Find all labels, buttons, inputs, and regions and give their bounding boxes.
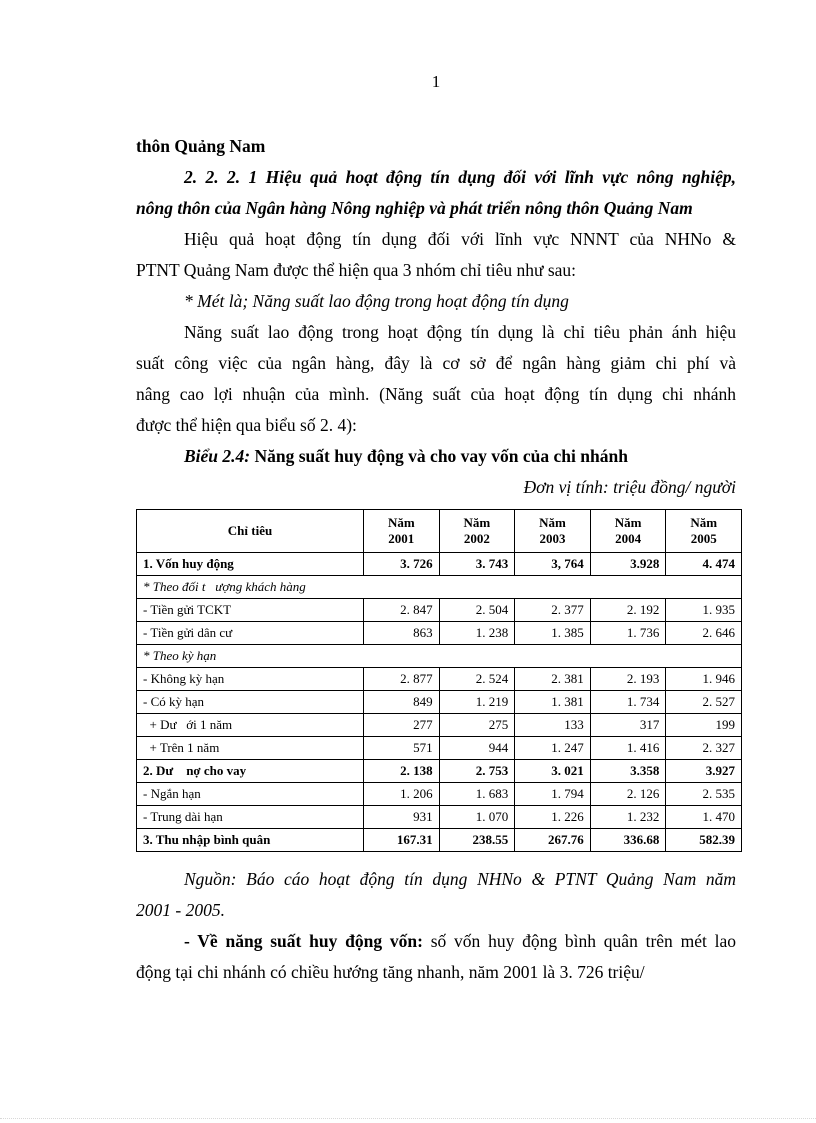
row-label: 1. Vốn huy động: [137, 553, 364, 576]
row-label: 2. Dư nợ cho vay: [137, 760, 364, 783]
final-paragraph-lead: - Về năng suất huy động vốn:: [184, 931, 423, 951]
row-label: * Theo đối t ượng khách hàng: [137, 576, 742, 599]
source-line-1: Nguồn: Báo cáo hoạt động tín dụng NHNo & PTNT Quảng Nam năm: [184, 869, 736, 889]
section-title-line-1: 2. 2. 2. 1 Hiệu quả hoạt động tín dụng đối với lĩnh vực nông nghiệp,: [184, 167, 736, 187]
row-value: 1. 736: [590, 622, 666, 645]
table-body: [137, 553, 742, 852]
row-value: 317: [590, 714, 666, 737]
header-year-bottom: 2001: [388, 531, 415, 546]
document-body: [136, 131, 736, 988]
row-value: 582.39: [666, 829, 742, 852]
header-year-bottom: 2005: [690, 531, 717, 546]
row-value: 2. 524: [439, 668, 515, 691]
header-year: [439, 510, 515, 553]
row-value: 2. 753: [439, 760, 515, 783]
row-value: 1. 238: [439, 622, 515, 645]
row-label: - Tiền gửi TCKT: [137, 599, 364, 622]
paragraph-1-line-3: nâng cao lợi nhuận của mình. (Năng suất của hoạt động tín dụng chi nhánh: [136, 384, 736, 404]
table-row: [137, 668, 742, 691]
row-value: 1. 935: [666, 599, 742, 622]
final-paragraph-line-2: động tại chi nhánh có chiều hướng tăng nhanh, năm 2001 là 3. 726 triệu/: [136, 962, 645, 982]
row-value: 3. 021: [515, 760, 591, 783]
table-header-row: [137, 510, 742, 553]
row-label: - Trung dài hạn: [137, 806, 364, 829]
header-year: [364, 510, 440, 553]
header-year-top: Năm: [463, 515, 491, 530]
header-year-bottom: 2003: [539, 531, 566, 546]
row-value: 2. 504: [439, 599, 515, 622]
table-row: [137, 599, 742, 622]
paragraph-1-line-4: được thể hiện qua biểu số 2. 4):: [136, 415, 357, 435]
row-value: 238.55: [439, 829, 515, 852]
row-value: 2. 138: [364, 760, 440, 783]
row-value: 199: [666, 714, 742, 737]
table-caption-text: Năng suất huy động và cho vay vốn của chi nhánh: [250, 446, 628, 466]
row-value: 2. 327: [666, 737, 742, 760]
row-value: 1. 070: [439, 806, 515, 829]
table-row: [137, 691, 742, 714]
intro-line-2: PTNT Quảng Nam được thể hiện qua 3 nhóm chỉ tiêu như sau:: [136, 260, 577, 280]
row-value: 1. 226: [515, 806, 591, 829]
final-paragraph-line-1: [136, 926, 736, 957]
header-year-top: Năm: [614, 515, 642, 530]
table-row: [137, 806, 742, 829]
row-value: 1. 946: [666, 668, 742, 691]
row-value: 275: [439, 714, 515, 737]
paragraph-1-line-1: Năng suất lao động trong hoạt động tín dụng là chỉ tiêu phản ánh hiệu: [184, 322, 736, 342]
header-year-bottom: 2004: [615, 531, 642, 546]
table-caption-label: Biểu 2.4:: [184, 446, 251, 466]
row-value: 1. 794: [515, 783, 591, 806]
source-line-2: 2001 - 2005.: [136, 900, 225, 920]
row-label: - Có kỳ hạn: [137, 691, 364, 714]
row-value: 1. 232: [590, 806, 666, 829]
row-value: 944: [439, 737, 515, 760]
row-value: 849: [364, 691, 440, 714]
row-value: 277: [364, 714, 440, 737]
row-value: 1. 734: [590, 691, 666, 714]
row-value: 931: [364, 806, 440, 829]
row-value: 336.68: [590, 829, 666, 852]
paragraph-1-line-2: suất công việc của ngân hàng, đây là cơ sở để ngân hàng giảm chi phí và: [136, 353, 736, 373]
header-year-top: Năm: [690, 515, 718, 530]
row-value: 571: [364, 737, 440, 760]
row-label: + Trên 1 năm: [137, 737, 364, 760]
row-value: 1. 206: [364, 783, 440, 806]
row-value: 4. 474: [666, 553, 742, 576]
header-year: [515, 510, 591, 553]
header-year-bottom: 2002: [463, 531, 490, 546]
row-value: 2. 527: [666, 691, 742, 714]
table-row: [137, 553, 742, 576]
row-label: - Tiền gửi dân cư: [137, 622, 364, 645]
final-paragraph-rest: số vốn huy động bình quân trên mét lao: [422, 931, 736, 951]
row-value: 2. 377: [515, 599, 591, 622]
table-row: [137, 760, 742, 783]
row-value: 3.927: [666, 760, 742, 783]
row-value: 167.31: [364, 829, 440, 852]
row-value: 3. 743: [439, 553, 515, 576]
row-value: 2. 193: [590, 668, 666, 691]
header-label: Chỉ tiêu: [137, 510, 364, 553]
header-year: [666, 510, 742, 553]
row-value: 2. 381: [515, 668, 591, 691]
header-year-top: Năm: [387, 515, 415, 530]
row-value: 267.76: [515, 829, 591, 852]
row-value: 863: [364, 622, 440, 645]
row-value: 1. 247: [515, 737, 591, 760]
header-year: [590, 510, 666, 553]
row-value: 3.358: [590, 760, 666, 783]
row-value: 2. 877: [364, 668, 440, 691]
table-row: [137, 737, 742, 760]
heading-tail: thôn Quảng Nam: [136, 136, 266, 156]
row-label: * Theo kỳ hạn: [137, 645, 742, 668]
page-bottom-rule: [0, 1118, 816, 1119]
row-value: 1. 470: [666, 806, 742, 829]
table-caption: [136, 441, 736, 472]
header-year-top: Năm: [539, 515, 566, 530]
row-value: 1. 683: [439, 783, 515, 806]
intro-line-1: Hiệu quả hoạt động tín dụng đối với lĩnh vực NNNT của NHNo &: [184, 229, 736, 249]
row-value: 133: [515, 714, 591, 737]
page-number: 1: [431, 72, 441, 91]
row-value: 1. 381: [515, 691, 591, 714]
row-value: 2. 847: [364, 599, 440, 622]
section-title-line-2: nông thôn của Ngân hàng Nông nghiệp và phát triển nông thôn Quảng Nam: [136, 198, 693, 218]
row-label: - Ngắn hạn: [137, 783, 364, 806]
row-value: 2. 535: [666, 783, 742, 806]
row-label: + Dư ới 1 năm: [137, 714, 364, 737]
productivity-table: [136, 509, 742, 852]
row-value: 1. 385: [515, 622, 591, 645]
row-value: 3.928: [590, 553, 666, 576]
row-value: 2. 126: [590, 783, 666, 806]
row-label: 3. Thu nhập bình quân: [137, 829, 364, 852]
row-label: - Không kỳ hạn: [137, 668, 364, 691]
table-row: [137, 622, 742, 645]
row-value: 1. 416: [590, 737, 666, 760]
subheading: * Mét là; Năng suất lao động trong hoạt động tín dụng: [184, 291, 569, 311]
table-row: [137, 714, 742, 737]
unit-note: Đơn vị tính: triệu đồng/ người: [523, 477, 736, 497]
table-row: [137, 829, 742, 852]
row-value: 1. 219: [439, 691, 515, 714]
table-row: [137, 645, 742, 668]
row-value: 3, 764: [515, 553, 591, 576]
row-value: 2. 192: [590, 599, 666, 622]
row-value: 2. 646: [666, 622, 742, 645]
table-row: [137, 576, 742, 599]
row-value: 3. 726: [364, 553, 440, 576]
table-row: [137, 783, 742, 806]
